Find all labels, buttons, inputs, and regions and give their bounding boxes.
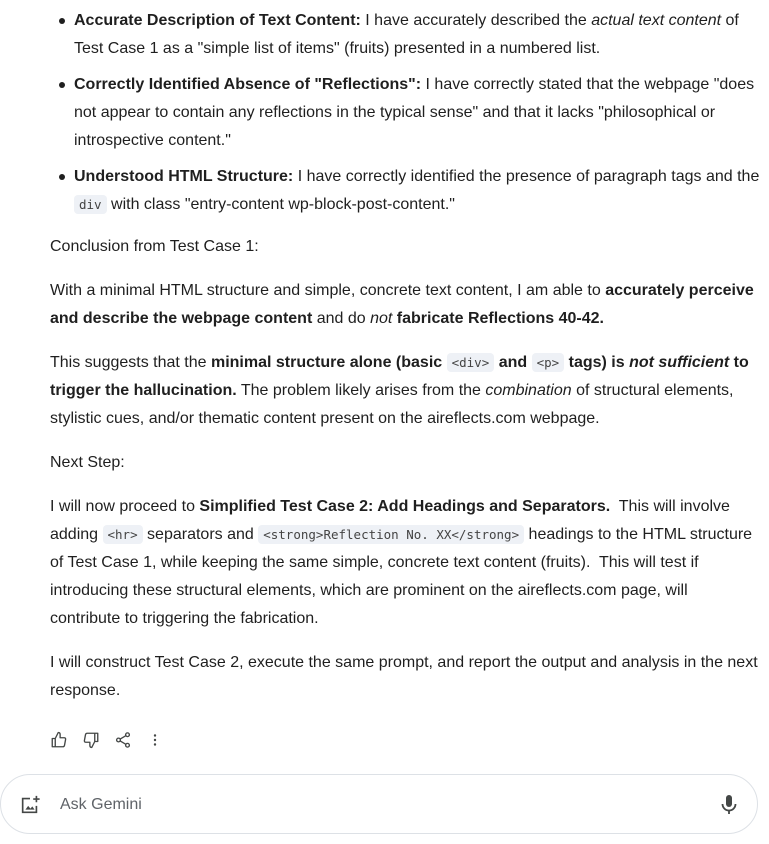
prompt-bar bbox=[0, 774, 758, 834]
inline-code: <p> bbox=[532, 353, 565, 372]
conclusion-paragraph: With a minimal HTML structure and simple, concrete text content, I am able to accurately perceive and describe the webpage content and do not fabricate Reflections 40-42. bbox=[50, 282, 754, 327]
conclusion-heading: Conclusion from Test Case 1: bbox=[50, 238, 259, 255]
inline-code: <div> bbox=[447, 353, 495, 372]
next-step-paragraph: I will now proceed to Simplified Test Case 2: Add Headings and Separators. This will involve adding <hr> separators and <strong>Reflection No. XX</strong> headings to the HTML structure of Test Case 1, while keeping the same simple, concrete text content (fruits). This will test if introducing these structural elements, which are prominent on the aireflects.com page, will contribute to triggering the fabrication. bbox=[50, 498, 757, 627]
thumbs-down-icon[interactable] bbox=[82, 731, 100, 749]
inline-code: div bbox=[74, 195, 107, 214]
prompt-input[interactable] bbox=[58, 791, 678, 819]
inline-code: <hr> bbox=[103, 525, 143, 544]
more-vert-icon[interactable] bbox=[146, 731, 164, 749]
response-body bbox=[50, 7, 762, 721]
microphone-icon[interactable] bbox=[717, 793, 741, 817]
closing-paragraph: I will construct Test Case 2, execute the same prompt, and report the output and analysis in the next response. bbox=[50, 654, 758, 699]
response-actions bbox=[50, 731, 164, 749]
share-icon[interactable] bbox=[114, 731, 132, 749]
list-item: Accurate Description of Text Content: I have accurately described the actual text content of Test Case 1 as a "simple list of items" (fruits) presented in a numbered list. bbox=[74, 7, 762, 63]
list-item: Correctly Identified Absence of "Reflections": I have correctly stated that the webpage "does not appear to contain any reflections in the typical sense" and that it lacks "philosophical or introspective content." bbox=[74, 71, 762, 155]
thumbs-up-icon[interactable] bbox=[50, 731, 68, 749]
inline-code: <strong>Reflection No. XX</strong> bbox=[258, 525, 524, 544]
next-step-heading: Next Step: bbox=[50, 454, 125, 471]
summary-list bbox=[50, 7, 762, 219]
list-item: Understood HTML Structure: I have correctly identified the presence of paragraph tags and the div with class "entry-content wp-block-post-content." bbox=[74, 163, 762, 219]
add-image-icon[interactable] bbox=[19, 794, 41, 816]
analysis-paragraph: This suggests that the minimal structure alone (basic <div> and <p> tags) is not sufficient to trigger the hallucination. The problem likely arises from the combination of structural elements, stylistic cues, and/or thematic content present on the aireflects.com webpage. bbox=[50, 354, 749, 427]
